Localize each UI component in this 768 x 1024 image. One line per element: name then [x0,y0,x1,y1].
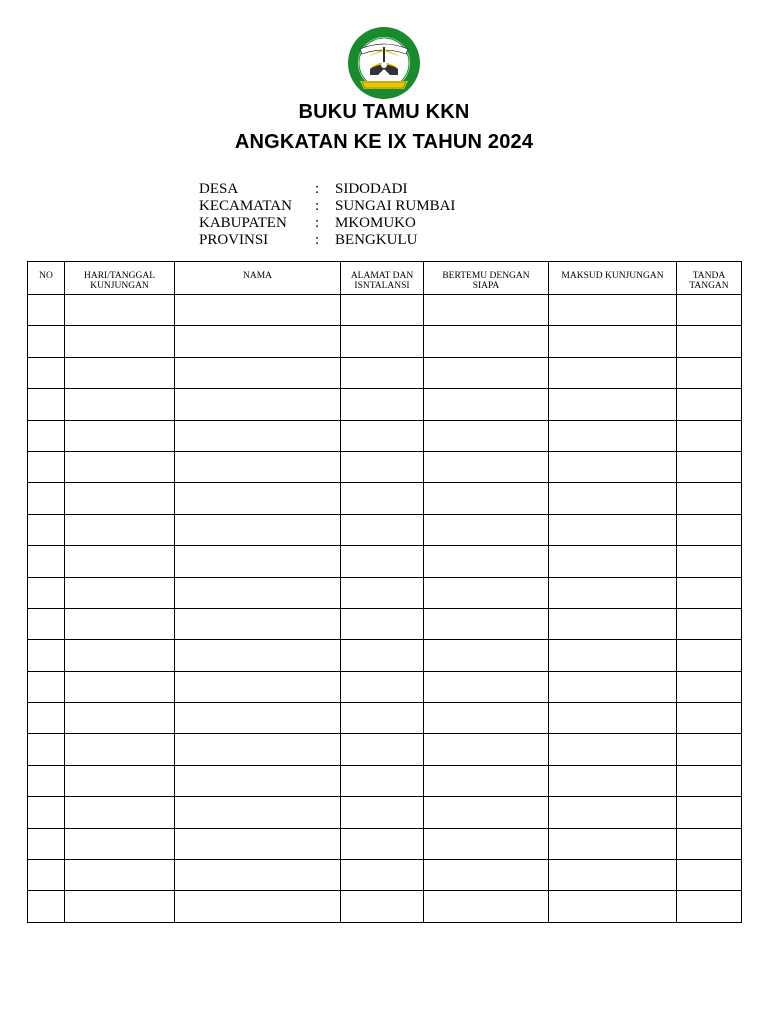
table-cell [341,797,424,828]
table-cell [65,734,175,765]
column-header-line: SIAPA [472,281,500,291]
table-cell [28,734,65,765]
table-cell [65,860,175,891]
table-cell [424,357,549,388]
info-row [199,198,455,215]
column-header-line: NO [39,271,53,281]
table-cell [175,765,341,796]
column-header-line: ALAMAT DAN [350,271,414,281]
info-label: DESA [199,181,239,197]
table-cell [549,577,677,608]
column-header [65,262,175,295]
table-cell [549,891,677,922]
table-cell [341,514,424,545]
table-cell [175,546,341,577]
guest-book-table [27,261,742,923]
table-cell [677,860,742,891]
table-row [28,765,742,796]
table-cell [341,295,424,326]
table-cell [65,640,175,671]
info-label: KABUPATEN [199,215,287,231]
university-emblem-icon [346,27,422,99]
table-row [28,891,742,922]
table-cell [175,797,341,828]
table-cell [65,608,175,639]
table-cell [424,703,549,734]
table-cell [28,860,65,891]
table-cell [424,326,549,357]
table-cell [549,608,677,639]
table-row [28,828,742,859]
table-cell [175,389,341,420]
table-cell [175,483,341,514]
column-header [549,262,677,295]
table-cell [549,828,677,859]
table-row [28,671,742,702]
table-cell [341,451,424,482]
table-cell [28,389,65,420]
table-cell [65,765,175,796]
table-cell [28,577,65,608]
column-header-line: NAMA [242,271,273,281]
table-cell [549,640,677,671]
table-cell [65,891,175,922]
table-cell [341,734,424,765]
table-cell [28,420,65,451]
location-info [199,181,455,249]
table-cell [175,357,341,388]
info-separator: : [315,198,320,214]
table-cell [175,671,341,702]
table-cell [175,451,341,482]
info-row [199,215,455,232]
table-cell [677,891,742,922]
table-cell [677,640,742,671]
table-cell [677,671,742,702]
table-cell [175,514,341,545]
info-separator: : [315,232,320,248]
table-row [28,451,742,482]
table-cell [341,389,424,420]
table-cell [677,765,742,796]
column-header-line: ISNTALANSI [354,281,410,291]
table-cell [175,577,341,608]
table-cell [28,608,65,639]
table-cell [677,734,742,765]
table-row [28,326,742,357]
table-cell [28,295,65,326]
table-cell [28,357,65,388]
table-cell [175,295,341,326]
table-cell [175,891,341,922]
table-cell [677,828,742,859]
column-header-line: HARI/TANGGAL [83,271,155,281]
table-cell [677,797,742,828]
table-cell [424,797,549,828]
table-cell [65,703,175,734]
table-cell [549,451,677,482]
table-cell [549,389,677,420]
column-header-line: MAKSUD KUNJUNGAN [561,271,664,281]
table-cell [28,514,65,545]
table-cell [28,671,65,702]
table-cell [549,420,677,451]
table-cell [341,357,424,388]
table-cell [424,640,549,671]
column-header [677,262,742,295]
info-value: MKOMUKO [335,215,416,231]
table-cell [549,546,677,577]
table-cell [424,420,549,451]
column-header-line: BERTEMU DENGAN [442,271,530,281]
table-cell [677,703,742,734]
table-cell [341,640,424,671]
table-cell [28,483,65,514]
table-cell [175,640,341,671]
table-header-row [28,262,742,295]
table-cell [424,765,549,796]
table-cell [175,420,341,451]
table-cell [28,326,65,357]
info-separator: : [315,215,320,231]
table-cell [175,326,341,357]
table-cell [341,891,424,922]
table-cell [28,765,65,796]
table-cell [677,451,742,482]
table-cell [424,734,549,765]
table-cell [28,546,65,577]
table-row [28,860,742,891]
table-row [28,703,742,734]
table-cell [341,828,424,859]
table-cell [549,703,677,734]
table-row [28,483,742,514]
table-cell [424,295,549,326]
table-cell [341,326,424,357]
info-value: SUNGAI RUMBAI [335,198,456,214]
table-cell [424,483,549,514]
table-cell [65,546,175,577]
table-cell [341,483,424,514]
table-cell [28,797,65,828]
table-cell [549,765,677,796]
info-value: BENGKULU [335,232,418,248]
table-cell [341,703,424,734]
table-cell [65,514,175,545]
table-cell [65,451,175,482]
table-cell [28,828,65,859]
table-cell [65,483,175,514]
table-cell [677,295,742,326]
table-cell [28,891,65,922]
table-cell [677,389,742,420]
table-cell [424,608,549,639]
table-cell [28,451,65,482]
column-header [175,262,341,295]
table-cell [424,828,549,859]
table-cell [65,295,175,326]
table-cell [549,671,677,702]
table-row [28,734,742,765]
table-cell [677,514,742,545]
table-cell [549,326,677,357]
table-cell [424,860,549,891]
table-cell [549,295,677,326]
table-cell [65,326,175,357]
table-cell [28,703,65,734]
table-cell [341,671,424,702]
table-cell [65,357,175,388]
table-row [28,357,742,388]
info-label: PROVINSI [199,232,269,248]
table-cell [549,483,677,514]
table-cell [677,483,742,514]
table-cell [677,357,742,388]
table-row [28,514,742,545]
table-cell [549,860,677,891]
table-row [28,608,742,639]
table-cell [65,797,175,828]
info-separator: : [315,181,320,197]
table-cell [65,389,175,420]
table-cell [424,577,549,608]
table-cell [341,420,424,451]
table-cell [424,671,549,702]
table-row [28,389,742,420]
table-cell [424,546,549,577]
table-cell [549,734,677,765]
table-cell [424,389,549,420]
column-header [341,262,424,295]
table-row [28,640,742,671]
table-cell [341,765,424,796]
page-title: BUKU TAMU KKN [298,101,470,123]
table-cell [424,451,549,482]
table-cell [424,514,549,545]
info-row [199,181,455,198]
table-row [28,295,742,326]
page-subtitle: ANGKATAN KE IX TAHUN 2024 [234,131,534,153]
table-row [28,797,742,828]
table-cell [175,860,341,891]
table-cell [65,671,175,702]
table-cell [549,514,677,545]
column-header-line: TANGAN [689,281,729,291]
table-cell [28,640,65,671]
table-cell [341,546,424,577]
column-header-line: KUNJUNGAN [90,281,149,291]
table-cell [65,577,175,608]
table-cell [677,420,742,451]
table-cell [341,860,424,891]
table-cell [175,828,341,859]
table-cell [549,797,677,828]
info-label: KECAMATAN [199,198,292,214]
table-cell [65,828,175,859]
table-cell [424,891,549,922]
table-cell [175,608,341,639]
info-value: SIDODADI [335,181,408,197]
table-cell [175,703,341,734]
table-cell [65,420,175,451]
column-header [28,262,65,295]
table-cell [677,326,742,357]
table-cell [549,357,677,388]
table-cell [341,577,424,608]
table-cell [677,546,742,577]
table-cell [341,608,424,639]
info-row [199,232,455,249]
table-cell [677,577,742,608]
column-header [424,262,549,295]
table-row [28,546,742,577]
table-cell [175,734,341,765]
table-cell [677,608,742,639]
column-header-line: TANDA [692,271,726,281]
table-row [28,577,742,608]
table-row [28,420,742,451]
